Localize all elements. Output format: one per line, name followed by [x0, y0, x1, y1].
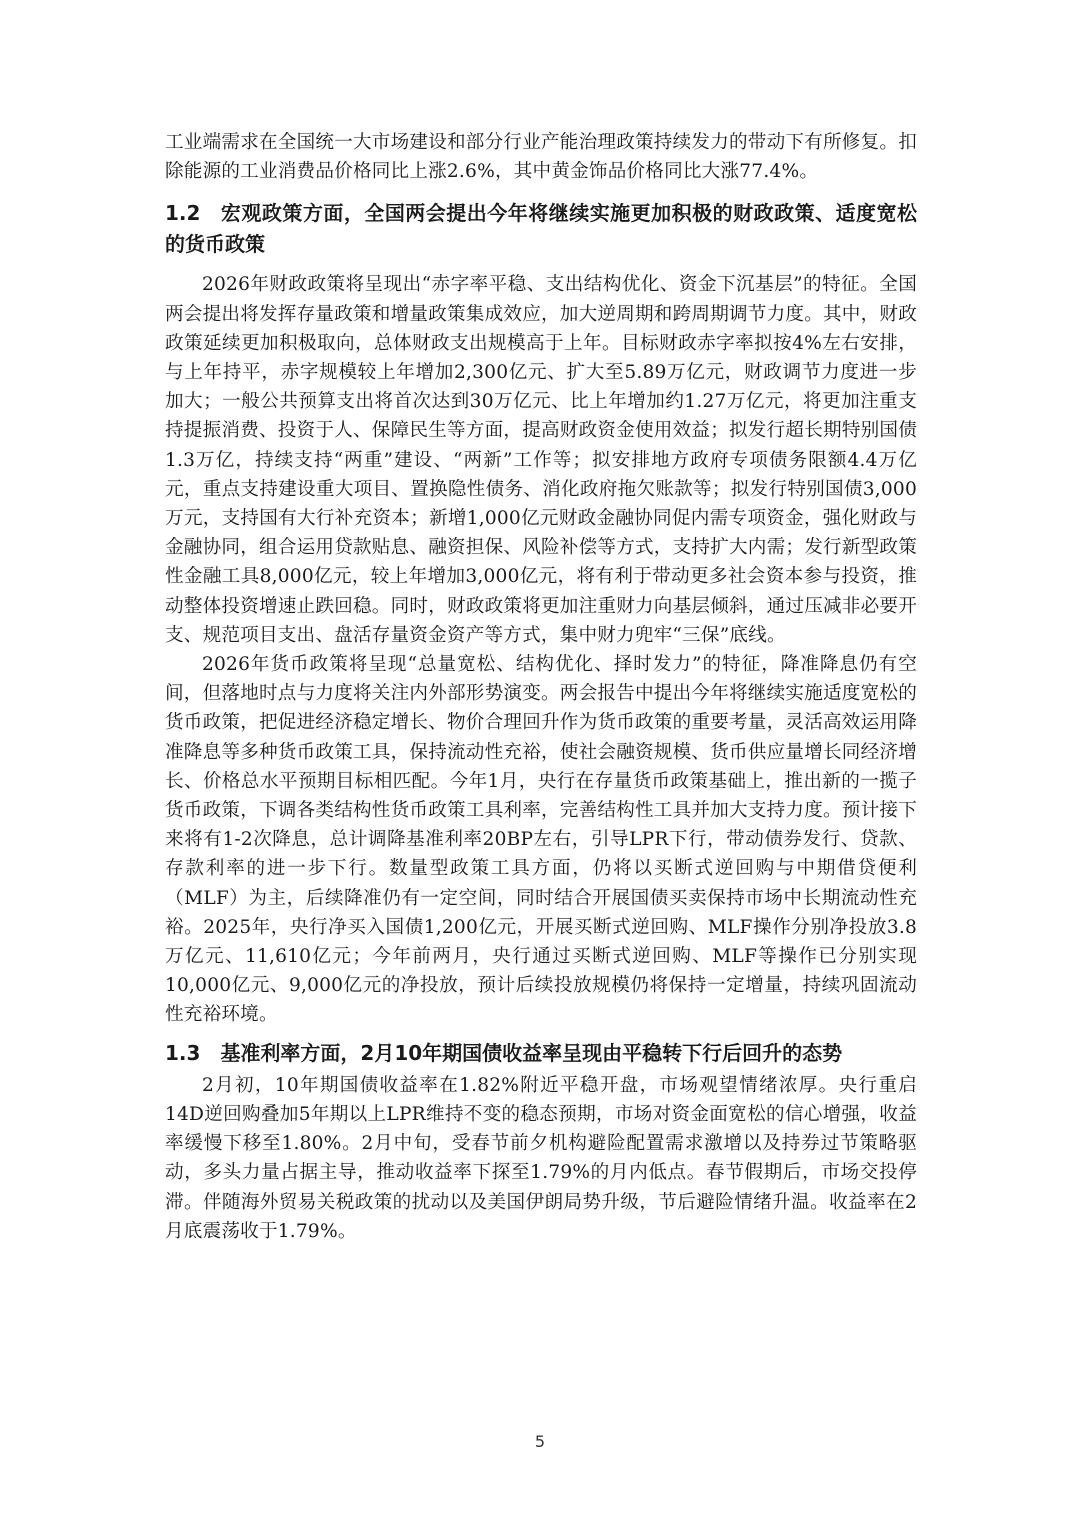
section-title: 基准利率方面，2月10年期国债收益率呈现由平稳转下行后回升的态势 — [220, 1040, 843, 1065]
section-heading-1-2 — [165, 198, 917, 260]
section-number: 1.3 — [165, 1040, 201, 1065]
document-page — [165, 128, 917, 1246]
intro-paragraph: 工业端需求在全国统一大市场建设和部分行业产能治理政策持续发力的带动下有所修复。扣除能源的工业消费品价格同比上涨2.6%，其中黄金饰品价格同比大涨77.4%。 — [165, 132, 917, 183]
fiscal-policy-paragraph: 2026年财政政策将呈现出“赤字率平稳、支出结构优化、资金下沉基层”的特征。全国两会提出将发挥存量政策和增量政策集成效应，加大逆周期和跨周期调节力度。其中，财政政策延续更加积极取向，总体财政支出规模高于上年。目标财政赤字率拟按4%左右安排，与上年持平，赤字规模较上年增加2,300亿元、扩大至5.89万亿元，财政调节力度进一步加大；一般公共预算支出将首次达到30万亿元、比上年增加约1.27万亿元，将更加注重支持提振消费、投资于人、保障民生等方面，提高财政资金使用效益；拟发行超长期特别国债1.3万亿，持续支持“两重”建设、“两新”工作等；拟安排地方政府专项债务限额4.4万亿元，重点支持建设重大项目、置换隐性债务、消化政府拖欠账款等；拟发行特别国债3,000万元，支持国有大行补充资本；新增1,000亿元财政金融协同促内需专项资金，强化财政与金融协同，组合运用贷款贴息、融资担保、风险补偿等方式，支持扩大内需；发行新型政策性金融工具8,000亿元，较上年增加3,000亿元，将有利于带动更多社会资本参与投资，推动整体投资增速止跌回稳。同时，财政政策将更加注重财力向基层倾斜，通过压减非必要开支、规范项目支出、盘活存量资金资产等方式，集中财力兜牢“三保”底线。 — [165, 274, 917, 646]
page-number: 5 — [534, 1432, 546, 1451]
section-title: 宏观政策方面，全国两会提出今年将继续实施更加积极的财政政策、适度宽松的货币政策 — [165, 201, 917, 257]
monetary-policy-paragraph: 2026年货币政策将呈现“总量宽松、结构优化、择时发力”的特征，降准降息仍有空间，但落地时点与力度将关注内外部形势演变。两会报告中提出今年将继续实施适度宽松的货币政策，把促进经济稳定增长、物价合理回升作为货币政策的重要考量，灵活高效运用降准降息等多种货币政策工具，保持流动性充裕，使社会融资规模、货币供应量增长同经济增长、价格总水平预期目标相匹配。今年1月，央行在存量货币政策基础上，推出新的一揽子货币政策，下调各类结构性货币政策工具利率，完善结构性工具并加大支持力度。预计接下来将有1-2次降息，总计调降基准利率20BP左右，引导LPR下行，带动债券发行、贷款、存款利率的进一步下行。数量型政策工具方面，仍将以买断式逆回购与中期借贷便利（MLF）为主，后续降准仍有一定空间，同时结合开展国债买卖保持市场中长期流动性充裕。2025年，央行净买入国债1,200亿元，开展买断式逆回购、MLF操作分别净投放3.8万亿元、11,610亿元；今年前两月，央行通过买断式逆回购、MLF等操作已分别实现10,000亿元、9,000亿元的净投放，预计后续投放规模仍将保持一定增量，持续巩固流动性充裕环境。 — [165, 654, 917, 1026]
section-number: 1.2 — [165, 201, 201, 226]
section-heading-1-3 — [165, 1038, 917, 1069]
benchmark-rate-paragraph: 2月初，10年期国债收益率在1.82%附近平稳开盘，市场观望情绪浓厚。央行重启14D逆回购叠加5年期以上LPR维持不变的稳态预期，市场对资金面宽松的信心增强，收益率缓慢下移至1.80%。2月中旬，受春节前夕机构避险配置需求激增以及持券过节策略驱动，多头力量占据主导，推动收益率下探至1.79%的月内低点。春节假期后，市场交投停滞。伴随海外贸易关税政策的扰动以及美国伊朗局势升级，节后避险情绪升温。收益率在2月底震荡收于1.79%。 — [165, 1074, 917, 1242]
